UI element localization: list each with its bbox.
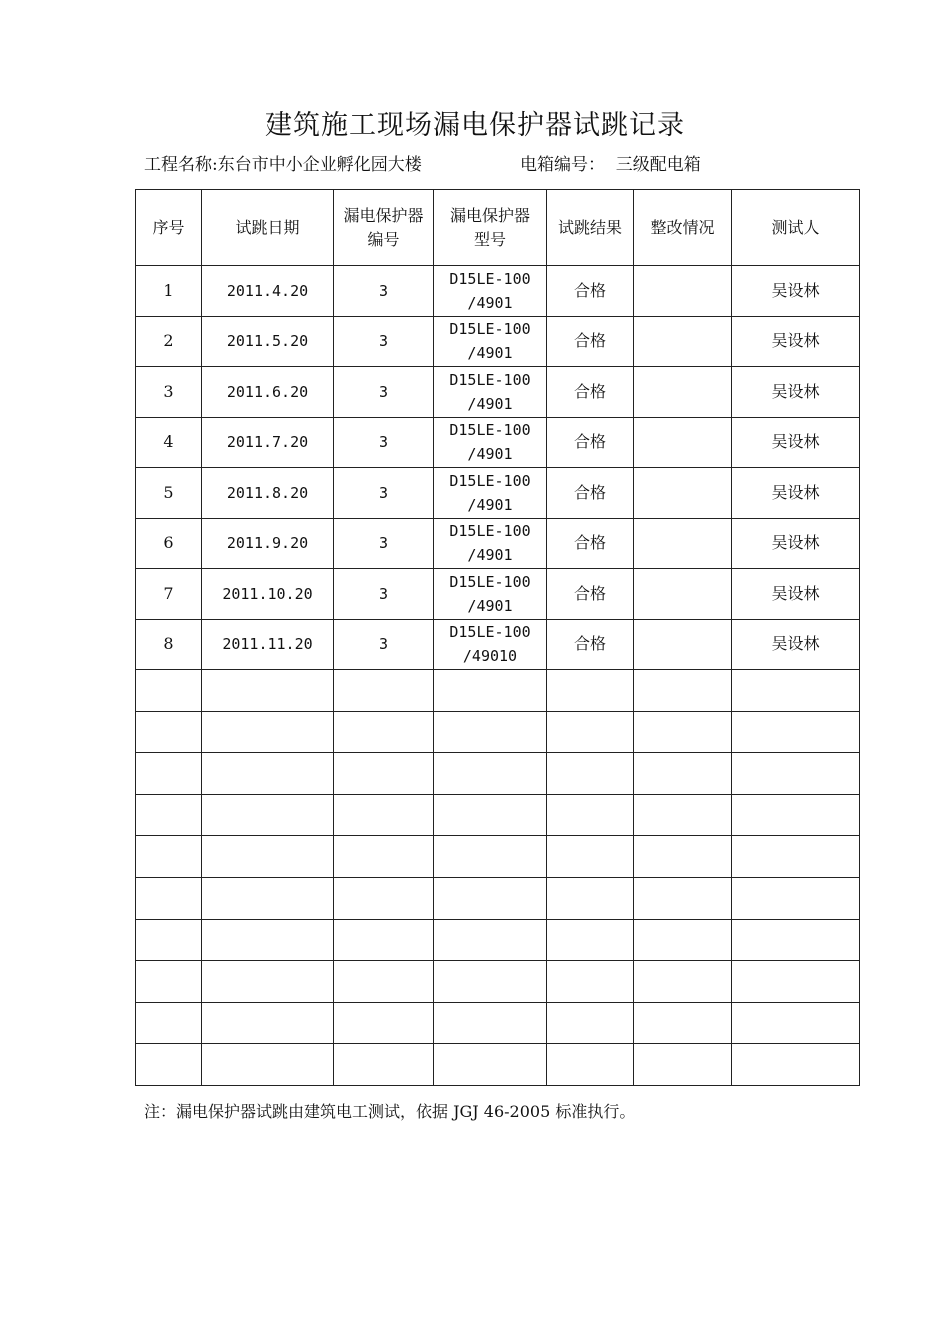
empty-cell — [202, 711, 334, 753]
cell-device-code: 3 — [334, 266, 434, 317]
empty-cell — [202, 877, 334, 919]
empty-cell — [136, 794, 202, 836]
empty-cell — [732, 794, 860, 836]
cell-result: 合格 — [547, 417, 634, 468]
model-line-1: D15LE-100 — [449, 269, 531, 288]
empty-cell — [634, 711, 732, 753]
cell-tester: 吴设林 — [732, 417, 860, 468]
cell-tester: 吴设林 — [732, 619, 860, 670]
cell-result: 合格 — [547, 569, 634, 620]
empty-cell — [434, 753, 547, 795]
cell-serial: 3 — [136, 367, 202, 418]
empty-cell — [547, 670, 634, 712]
cell-device-model — [434, 619, 547, 670]
empty-cell — [732, 1044, 860, 1086]
empty-cell — [547, 794, 634, 836]
empty-cell — [732, 711, 860, 753]
cell-date: 2011.6.20 — [202, 367, 334, 418]
cell-device-model — [434, 316, 547, 367]
cell-date: 2011.5.20 — [202, 316, 334, 367]
table-row — [136, 468, 860, 519]
empty-cell — [634, 1044, 732, 1086]
model-line-2: /4901 — [467, 546, 513, 565]
empty-cell — [334, 794, 434, 836]
empty-cell — [547, 919, 634, 961]
empty-cell — [202, 753, 334, 795]
cell-result: 合格 — [547, 518, 634, 569]
cell-device-model — [434, 266, 547, 317]
empty-cell — [732, 919, 860, 961]
empty-cell — [334, 877, 434, 919]
cell-result: 合格 — [547, 316, 634, 367]
header-date: 试跳日期 — [202, 190, 334, 266]
empty-cell — [202, 836, 334, 878]
empty-cell — [547, 753, 634, 795]
cell-device-code: 3 — [334, 468, 434, 519]
empty-cell — [634, 753, 732, 795]
model-line-1: D15LE-100 — [449, 370, 531, 389]
table-row — [136, 367, 860, 418]
empty-cell — [136, 711, 202, 753]
header-device-code: 漏电保护器编号 — [334, 190, 434, 266]
table-row — [136, 569, 860, 620]
cell-tester: 吴设林 — [732, 367, 860, 418]
cell-serial: 8 — [136, 619, 202, 670]
empty-cell — [732, 961, 860, 1003]
empty-cell — [136, 670, 202, 712]
empty-cell — [634, 794, 732, 836]
empty-cell — [434, 961, 547, 1003]
project-name: 工程名称:东台市中小企业孵化园大楼 — [144, 155, 422, 175]
cell-serial: 1 — [136, 266, 202, 317]
cell-device-model — [434, 468, 547, 519]
footnote: 注：漏电保护器试跳由建筑电工测试，依据 JGJ 46-2005 标准执行。 — [144, 1102, 636, 1121]
empty-cell — [547, 961, 634, 1003]
empty-cell — [434, 836, 547, 878]
empty-cell — [634, 836, 732, 878]
empty-cell — [334, 670, 434, 712]
empty-cell — [547, 877, 634, 919]
cell-device-code: 3 — [334, 316, 434, 367]
cell-rectification — [634, 367, 732, 418]
empty-cell — [732, 1002, 860, 1044]
empty-cell — [434, 711, 547, 753]
cell-date: 2011.7.20 — [202, 417, 334, 468]
header-rectification: 整改情况 — [634, 190, 732, 266]
cell-rectification — [634, 266, 732, 317]
cell-date: 2011.4.20 — [202, 266, 334, 317]
cell-device-code: 3 — [334, 417, 434, 468]
cell-serial: 4 — [136, 417, 202, 468]
model-line-2: /49010 — [462, 647, 518, 666]
empty-cell — [547, 836, 634, 878]
cell-result: 合格 — [547, 367, 634, 418]
empty-cell — [434, 877, 547, 919]
cell-serial: 2 — [136, 316, 202, 367]
cell-rectification — [634, 316, 732, 367]
empty-table-row — [136, 919, 860, 961]
cell-tester: 吴设林 — [732, 316, 860, 367]
empty-table-row — [136, 753, 860, 795]
empty-cell — [732, 877, 860, 919]
cell-result: 合格 — [547, 619, 634, 670]
model-line-2: /4901 — [467, 445, 513, 464]
empty-cell — [434, 1044, 547, 1086]
cell-tester: 吴设林 — [732, 266, 860, 317]
document-title: 建筑施工现场漏电保护器试跳记录 — [265, 110, 685, 141]
cell-rectification — [634, 569, 732, 620]
cell-date: 2011.10.20 — [202, 569, 334, 620]
cell-rectification — [634, 468, 732, 519]
model-line-1: D15LE-100 — [449, 572, 531, 591]
empty-cell — [136, 961, 202, 1003]
cell-serial: 5 — [136, 468, 202, 519]
empty-cell — [334, 753, 434, 795]
table-row — [136, 266, 860, 317]
cell-result: 合格 — [547, 266, 634, 317]
cell-device-code: 3 — [334, 518, 434, 569]
cell-rectification — [634, 518, 732, 569]
empty-cell — [136, 919, 202, 961]
model-line-1: D15LE-100 — [449, 522, 531, 541]
empty-table-row — [136, 961, 860, 1003]
model-line-1: D15LE-100 — [449, 421, 531, 440]
model-line-1: D15LE-100 — [449, 320, 531, 339]
empty-cell — [634, 670, 732, 712]
empty-cell — [202, 1044, 334, 1086]
model-line-2: /4901 — [467, 293, 513, 312]
empty-cell — [202, 919, 334, 961]
cell-device-code: 3 — [334, 569, 434, 620]
empty-cell — [547, 711, 634, 753]
table-row — [136, 316, 860, 367]
table-row — [136, 518, 860, 569]
empty-cell — [434, 794, 547, 836]
table-header-row — [136, 190, 860, 266]
header-result: 试跳结果 — [547, 190, 634, 266]
header-tester: 测试人 — [732, 190, 860, 266]
cell-date: 2011.11.20 — [202, 619, 334, 670]
cell-date: 2011.8.20 — [202, 468, 334, 519]
test-record-table — [135, 189, 860, 1086]
cell-result: 合格 — [547, 468, 634, 519]
cell-tester: 吴设林 — [732, 569, 860, 620]
empty-cell — [732, 670, 860, 712]
empty-cell — [136, 836, 202, 878]
cell-serial: 7 — [136, 569, 202, 620]
empty-cell — [434, 919, 547, 961]
empty-table-row — [136, 1044, 860, 1086]
cell-device-model — [434, 367, 547, 418]
table-row — [136, 417, 860, 468]
cell-rectification — [634, 417, 732, 468]
empty-cell — [434, 670, 547, 712]
header-device-model: 漏电保护器型号 — [434, 190, 547, 266]
empty-cell — [547, 1044, 634, 1086]
table-row — [136, 619, 860, 670]
empty-cell — [334, 1044, 434, 1086]
box-number: 电箱编号： 三级配电箱 — [520, 155, 701, 175]
empty-cell — [136, 1002, 202, 1044]
empty-cell — [634, 961, 732, 1003]
cell-device-model — [434, 518, 547, 569]
empty-table-row — [136, 1002, 860, 1044]
empty-cell — [334, 711, 434, 753]
empty-cell — [202, 670, 334, 712]
model-line-2: /4901 — [467, 596, 513, 615]
empty-cell — [334, 1002, 434, 1044]
empty-cell — [634, 1002, 732, 1044]
empty-cell — [136, 753, 202, 795]
cell-tester: 吴设林 — [732, 518, 860, 569]
cell-tester: 吴设林 — [732, 468, 860, 519]
empty-cell — [136, 877, 202, 919]
model-line-2: /4901 — [467, 344, 513, 363]
cell-date: 2011.9.20 — [202, 518, 334, 569]
model-line-1: D15LE-100 — [449, 623, 531, 642]
empty-cell — [434, 1002, 547, 1044]
empty-cell — [202, 1002, 334, 1044]
empty-cell — [334, 961, 434, 1003]
empty-cell — [634, 877, 732, 919]
empty-cell — [634, 919, 732, 961]
empty-table-row — [136, 794, 860, 836]
empty-cell — [202, 961, 334, 1003]
empty-cell — [136, 1044, 202, 1086]
model-line-2: /4901 — [467, 495, 513, 514]
cell-device-code: 3 — [334, 367, 434, 418]
empty-table-row — [136, 670, 860, 712]
cell-rectification — [634, 619, 732, 670]
empty-cell — [732, 753, 860, 795]
empty-table-row — [136, 877, 860, 919]
empty-table-row — [136, 836, 860, 878]
empty-cell — [732, 836, 860, 878]
empty-cell — [334, 919, 434, 961]
empty-cell — [547, 1002, 634, 1044]
header-serial: 序号 — [136, 190, 202, 266]
cell-device-code: 3 — [334, 619, 434, 670]
empty-cell — [202, 794, 334, 836]
empty-cell — [334, 836, 434, 878]
model-line-1: D15LE-100 — [449, 471, 531, 490]
cell-serial: 6 — [136, 518, 202, 569]
model-line-2: /4901 — [467, 394, 513, 413]
empty-table-row — [136, 711, 860, 753]
cell-device-model — [434, 417, 547, 468]
cell-device-model — [434, 569, 547, 620]
